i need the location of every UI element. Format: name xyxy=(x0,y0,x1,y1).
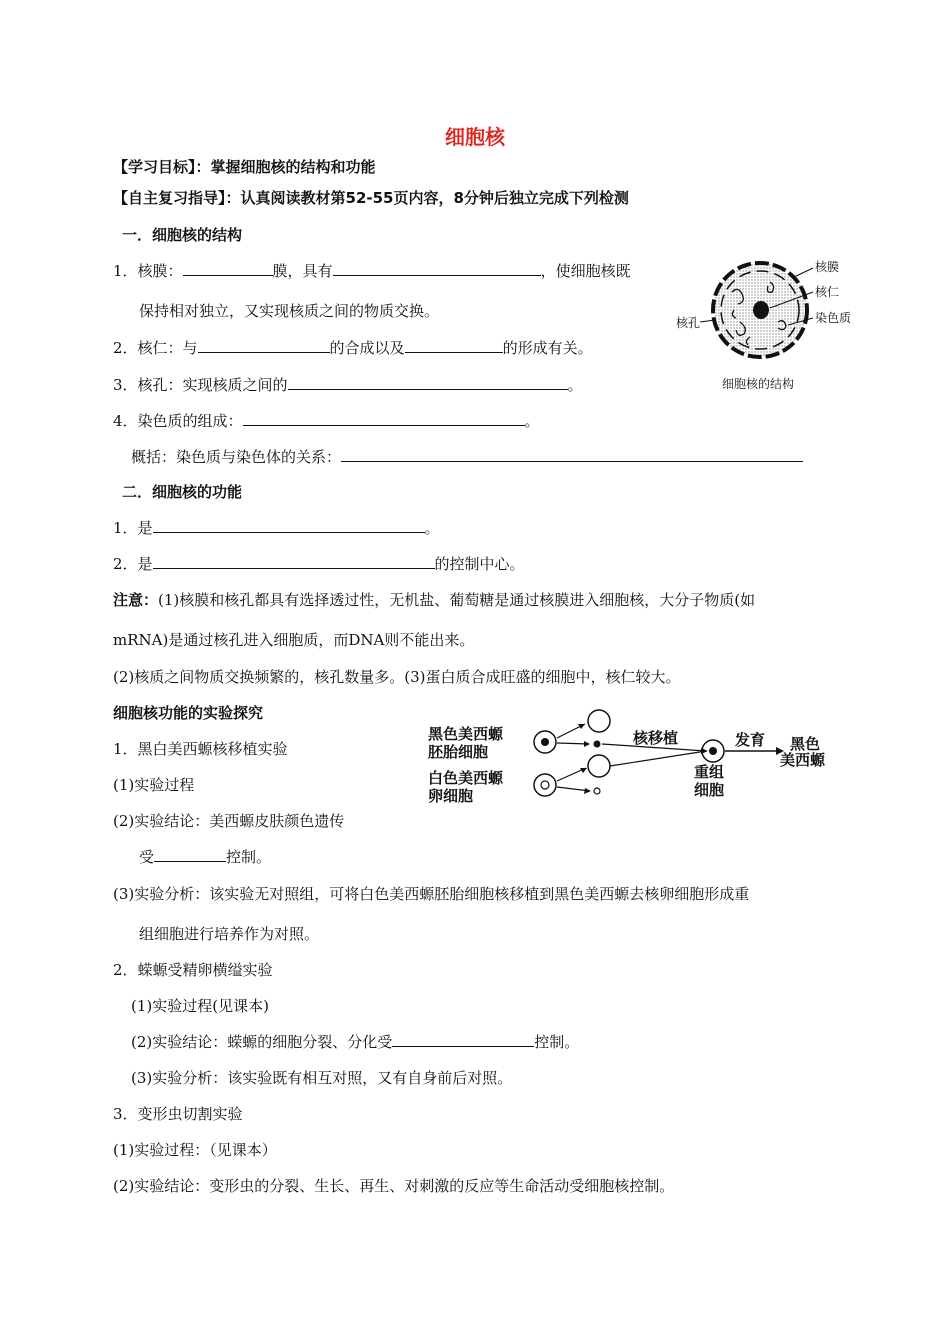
recombined-line2: 细胞 xyxy=(694,781,725,799)
transfer-label: 核移植 xyxy=(633,729,679,747)
answer-blank[interactable] xyxy=(341,447,803,462)
experiments-heading: 细胞核功能的实验探究 xyxy=(113,704,264,722)
white-egg-line1: 白色美西螈 xyxy=(428,769,504,787)
answer-blank[interactable] xyxy=(405,338,503,353)
objective-text: ：掌握细胞核的结构和功能 xyxy=(195,158,376,176)
answer-blank[interactable] xyxy=(243,411,525,426)
function1-text-a: 1．是 xyxy=(113,519,153,537)
label-nucleolus: 核仁 xyxy=(815,285,840,299)
item3-text-a: 3．核孔：实现核质之间的 xyxy=(113,376,288,394)
function-item-1 xyxy=(113,518,440,538)
item1-continuation: 保持相对独立，又实现核质之间的物质交换。 xyxy=(139,302,440,320)
nuclear-transplant-diagram xyxy=(428,706,848,810)
answer-blank[interactable] xyxy=(198,338,330,353)
structure-item-1 xyxy=(113,261,631,281)
item1-text-c: ，使细胞核既 xyxy=(540,262,631,280)
answer-blank[interactable] xyxy=(288,375,568,390)
item4-text-b: 。 xyxy=(524,412,540,430)
answer-blank[interactable] xyxy=(153,518,425,533)
function2-text-b: 的控制中心。 xyxy=(434,555,525,573)
function2-text-a: 2．是 xyxy=(113,555,153,573)
note-line-3: (2)核质之间物质交换频繁的，核孔数量多。(3)蛋白质合成旺盛的细胞中，核仁较大。 xyxy=(113,668,681,686)
recombined-line1: 重组 xyxy=(694,763,725,781)
item2-text-a: 2．核仁：与 xyxy=(113,339,198,357)
guide-tag: 【自主复习指导】 xyxy=(113,189,226,207)
exp2-conclusion xyxy=(131,1032,579,1052)
label-nuclear-pore: 核孔 xyxy=(676,316,701,330)
item1-text-a: 1．核膜： xyxy=(113,262,183,280)
structure-item-2 xyxy=(113,338,593,358)
note-label: 注意： xyxy=(113,591,159,609)
answer-blank[interactable] xyxy=(392,1032,534,1047)
label-nuclear-membrane: 核膜 xyxy=(815,260,840,274)
diagram-caption: 细胞核的结构 xyxy=(722,377,795,391)
exp2-process: (1)实验过程(见课本) xyxy=(131,997,269,1015)
item2-text-c: 的形成有关。 xyxy=(502,339,593,357)
exp1-conclusion-b: 受 xyxy=(139,848,155,866)
section1-heading: 一．细胞核的结构 xyxy=(122,226,243,244)
learning-objective xyxy=(113,157,376,177)
black-embryo-line2: 胚胎细胞 xyxy=(428,743,489,761)
exp1-conclusion-cont xyxy=(139,847,271,867)
item1-text-b: 膜，具有 xyxy=(272,262,333,280)
page-title: 细胞核 xyxy=(445,125,505,149)
summary-text: 概括：染色质与染色体的关系： xyxy=(131,448,342,466)
note-text-1: (1)核膜和核孔都具有选择透过性，无机盐、葡萄糖是通过核膜进入细胞核，大分子物质(如 xyxy=(158,591,756,609)
exp2-conclusion-b: 控制。 xyxy=(534,1033,580,1051)
black-embryo-line1: 黑色美西螈 xyxy=(428,725,504,743)
exp1-conclusion-c: 控制。 xyxy=(226,848,272,866)
answer-blank[interactable] xyxy=(183,261,273,276)
answer-blank[interactable] xyxy=(333,261,541,276)
exp2-conclusion-a: (2)实验结论：蝾螈的细胞分裂、分化受 xyxy=(131,1033,393,1051)
function-item-2 xyxy=(113,554,525,574)
item3-text-b: 。 xyxy=(567,376,583,394)
guide-text: ：认真阅读教材第52-55页内容，8分钟后独立完成下列检测 xyxy=(225,189,629,207)
exp3-process: (1)实验过程：（见课本） xyxy=(113,1141,277,1159)
exp3-title: 3．变形虫切割实验 xyxy=(113,1105,243,1123)
item2-text-b: 的合成以及 xyxy=(329,339,405,357)
structure-item-4 xyxy=(113,411,540,431)
exp2-title: 2．蝾螈受精卵横缢实验 xyxy=(113,961,273,979)
section2-heading: 二．细胞核的功能 xyxy=(122,483,243,501)
result-line1: 黑色 xyxy=(790,735,821,753)
exp1-conclusion: (2)实验结论：美西螈皮肤颜色遗传 xyxy=(113,812,345,830)
develop-label: 发育 xyxy=(735,731,766,749)
item4-text-a: 4．染色质的组成： xyxy=(113,412,243,430)
exp1-analysis-cont: 组细胞进行培养作为对照。 xyxy=(139,925,320,943)
nucleus-structure-diagram xyxy=(670,252,870,397)
function1-text-b: 。 xyxy=(424,519,440,537)
review-guide xyxy=(113,188,629,208)
exp2-analysis: (3)实验分析：该实验既有相互对照，又有自身前后对照。 xyxy=(131,1069,513,1087)
summary-line xyxy=(131,447,803,467)
exp1-title: 1．黑白美西螈核移植实验 xyxy=(113,740,288,758)
note-line-1 xyxy=(113,590,755,610)
structure-item-3 xyxy=(113,375,583,395)
white-egg-line2: 卵细胞 xyxy=(428,787,474,805)
result-line2: 美西螈 xyxy=(780,751,826,769)
exp1-analysis: (3)实验分析：该实验无对照组，可将白色美西螈胚胎细胞核移植到黑色美西螈去核卵细胞形成重 xyxy=(113,885,750,903)
exp1-process: (1)实验过程 xyxy=(113,776,195,794)
exp3-conclusion: (2)实验结论：变形虫的分裂、生长、再生、对刺激的反应等生命活动受细胞核控制。 xyxy=(113,1177,675,1195)
objective-tag: 【学习目标】 xyxy=(113,158,196,176)
answer-blank[interactable] xyxy=(153,554,435,569)
label-chromatin: 染色质 xyxy=(815,311,852,325)
answer-blank[interactable] xyxy=(154,847,226,862)
note-line-2: mRNA)是通过核孔进入细胞质，而DNA则不能出来。 xyxy=(113,631,475,649)
